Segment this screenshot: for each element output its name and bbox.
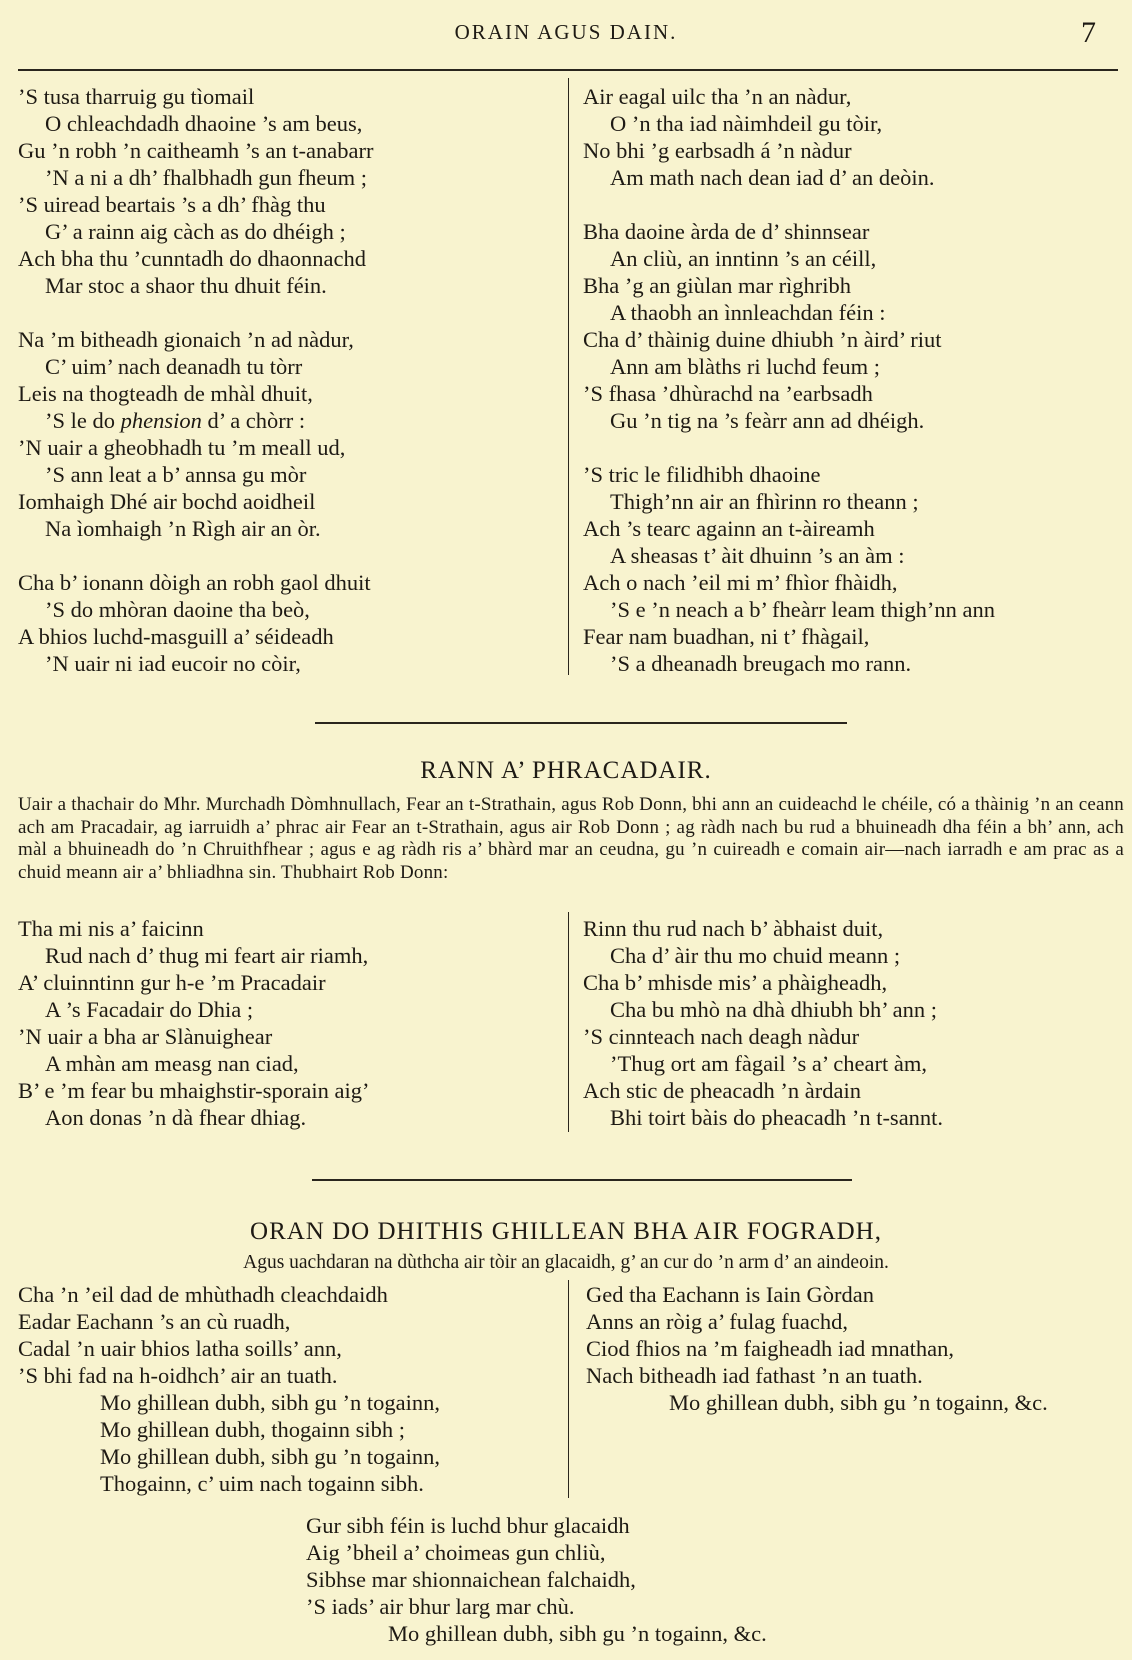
verse-line: Cadal ’n uair bhios latha soills’ ann, [18, 1336, 342, 1361]
verse-line: Cha b’ mhisde mis’ a phàigheadh, [583, 970, 888, 995]
verse-line: Fear nam buadhan, ni t’ fhàgail, [583, 624, 870, 649]
verse-line: Ach ’s tearc againn an t-àireamh [583, 516, 875, 541]
verse-line: Leis na thogteadh de mhàl dhuit, [18, 381, 313, 406]
chorus-line: Thogainn, c’ uim nach togainn sibh. [100, 1471, 424, 1496]
verse-line: ’Thug ort am fàgail ’s a’ cheart àm, [610, 1051, 927, 1076]
chorus-line: Mo ghillean dubh, sibh gu ’n togainn, [100, 1390, 440, 1415]
verse-line: O ’n tha iad nàimhdeil gu tòir, [610, 111, 883, 136]
verse-line: ’N a ni a dh’ fhalbhadh gun fheum ; [45, 165, 367, 190]
verse-line: Bha daoine àrda de d’ shinnsear [583, 219, 870, 244]
verse-line: ’S fhasa ’dhùrachd na ’earbsadh [583, 381, 873, 406]
verse-line: ’S e ’n neach a b’ fheàrr leam thigh’nn ann [610, 597, 996, 622]
verse-line: C’ uim’ nach deanadh tu tòrr [45, 354, 303, 379]
verse-line: A mhàn am measg nan ciad, [45, 1051, 299, 1076]
verse-line: ’S ann leat a b’ annsa gu mòr [45, 462, 307, 487]
verse-line: Cha ’n ’eil dad de mhùthadh cleachdaidh [18, 1282, 388, 1307]
verse-line: Ciod fhios na ’m faigheadh iad mnathan, [586, 1336, 955, 1361]
verse-line: Thigh’nn air an fhìrinn ro theann ; [610, 489, 919, 514]
verse-line: Am math nach dean iad d’ an deòin. [610, 165, 935, 190]
stanza-gap [583, 191, 995, 218]
verse-line: A sheasas t’ àit dhuinn ’s an àm : [610, 543, 905, 568]
verse-line: ’S iads’ air bhur larg mar chù. [306, 1594, 575, 1619]
chorus-line: Mo ghillean dubh, sibh gu ’n togainn, &c. [669, 1390, 1048, 1415]
verse-line: A thaobh an ìnnleachdan féin : [610, 300, 886, 325]
section2-intro: Uair a thachair do Mhr. Murchadh Dòmhnullach, Fear an t-Strathain, agus Rob Donn, bhi ann an cuideachd le chéile, có a thàinig ’n an ceann ach am Pracadair, ag iarruidh a’ phrac air Fear an t-Strathain, agus air Rob Donn ; ag ràdh nach bu rud a bhuineadh dha féin a bh’ ann, ach màl a bhuineadh do ’n Chruithfhear ; agus e ag ràdh ris a’ bhàrd mar an ceudna, gu ’n cuireadh e comain air—nach iarradh e am prac as a chuid meann air a’ bhliadhna sin. Thubhairt Rob Donn: [18, 794, 1124, 883]
verse-line: Aig ’bheil a’ choimeas gun chliù, [306, 1540, 606, 1565]
section2-column-divider [568, 912, 569, 1132]
section3-subtitle: Agus uachdaran na dùthcha air tòir an glacaidh, g’ an cur do ’n arm d’ an aindeoin. [243, 1252, 889, 1273]
verse-line: ’S cinnteach nach deagh nàdur [583, 1024, 860, 1049]
verse-line: Anns an ròig a’ fulag fuachd, [586, 1309, 848, 1334]
verse-line: Rinn thu rud nach b’ àbhaist duit, [583, 916, 884, 941]
chorus-line: Mo ghillean dubh, sibh gu ’n togainn, [100, 1444, 440, 1469]
verse-line-with-italic: ’S le do phension d’ a chòrr : [45, 408, 306, 433]
verse-line: Na ’m bitheadh gionaich ’n ad nàdur, [18, 327, 354, 352]
section3-title: ORAN DO DHITHIS GHILLEAN BHA AIR FOGRADH, [250, 1218, 882, 1245]
verse-line: Cha d’ àir thu mo chuid meann ; [610, 943, 901, 968]
section2-title: RANN A’ PHRACADAIR. [420, 757, 712, 784]
verse-line: Cha d’ thàinig duine dhiubh ’n àird’ riut [583, 327, 942, 352]
verse-line: ’S a dheanadh breugach mo rann. [610, 651, 912, 676]
verse-line: An cliù, an inntinn ’s an céill, [610, 246, 877, 271]
section3-final-stanza [306, 1512, 767, 1647]
section-separator [312, 1179, 852, 1181]
chorus-line: Mo ghillean dubh, thogainn sibh ; [100, 1417, 405, 1442]
verse-line: ’N uair a gheobhadh tu ’m meall ud, [18, 435, 346, 460]
verse-line: ’N uair ni iad eucoir no còir, [45, 651, 301, 676]
verse-line: O chleachdadh dhaoine ’s am beus, [45, 111, 363, 136]
verse-line: Iomhaigh Dhé air bochd aoidheil [18, 489, 316, 514]
verse-line: B’ e ’m fear bu mhaighstir-sporain aig’ [18, 1078, 370, 1103]
page-number: 7 [1081, 16, 1096, 49]
verse-line: Gur sibh féin is luchd bhur glacaidh [306, 1513, 630, 1538]
verse-line: A bhios luchd-masguill a’ séideadh [18, 624, 334, 649]
verse-line: Aon donas ’n dà fhear dhiag. [45, 1105, 307, 1130]
verse-line: Cha b’ ionann dòigh an robh gaol dhuit [18, 570, 371, 595]
section1-column-divider [568, 78, 569, 675]
verse-line: Bhi toirt bàis do pheacadh ’n t-sannt. [610, 1105, 944, 1130]
verse-line: Nach bitheadh iad fathast ’n an tuath. [586, 1363, 923, 1388]
section2-left-column [18, 915, 370, 1131]
stanza-gap [583, 434, 995, 461]
verse-line: Ged tha Eachann is Iain Gòrdan [586, 1282, 875, 1307]
verse-line: Ach o nach ’eil mi m’ fhìor fhàidh, [583, 570, 898, 595]
header-rule [18, 69, 1118, 71]
verse-line: Na ìomhaigh ’n Rìgh air an òr. [45, 516, 321, 541]
verse-line: ’S bhi fad na h-oidhch’ air an tuath. [18, 1363, 338, 1388]
verse-line: Sibhse mar shionnaichean falchaidh, [306, 1567, 636, 1592]
verse-line: ’S tric le filidhibh dhaoine [583, 462, 821, 487]
verse-line: Ach bha thu ’cunntadh do dhaonnachd [18, 246, 367, 271]
verse-line: A ’s Facadair do Dhia ; [45, 997, 254, 1022]
section1-right-column [583, 83, 995, 677]
section2-right-column [583, 915, 943, 1131]
section3-column-divider [568, 1280, 569, 1498]
verse-line: Cha bu mhò na dhà dhiubh bh’ ann ; [610, 997, 938, 1022]
verse-line: A’ cluinntinn gur h-e ’m Pracadair [18, 970, 326, 995]
verse-line: ’S tusa tharruig gu tìomail [18, 84, 255, 109]
verse-line: No bhi ’g earbsadh á ’n nàdur [583, 138, 852, 163]
section3-right-column [586, 1281, 1048, 1416]
section-separator [315, 722, 847, 724]
section3-left-column [18, 1281, 440, 1497]
verse-line: Tha mi nis a’ faicinn [18, 916, 204, 941]
verse-line: Gu ’n robh ’n caitheamh ’s an t-anabarr [18, 138, 374, 163]
verse-line: ’N uair a bha ar Slànuighear [18, 1024, 273, 1049]
verse-line: ’S do mhòran daoine tha beò, [45, 597, 310, 622]
verse-line: Mar stoc a shaor thu dhuit féin. [45, 273, 327, 298]
verse-line: Bha ’g an giùlan mar rìghribh [583, 273, 852, 298]
stanza-gap [18, 542, 374, 569]
italic-word: phension [120, 408, 202, 433]
section1-left-column [18, 83, 374, 677]
stanza-gap [18, 299, 374, 326]
chorus-line: Mo ghillean dubh, sibh gu ’n togainn, &c. [388, 1621, 767, 1646]
page-header-title: ORAIN AGUS DAIN. [454, 20, 678, 44]
verse-line: Ann am blàths ri luchd feum ; [610, 354, 880, 379]
verse-line: Gu ’n tig na ’s feàrr ann ad dhéigh. [610, 408, 925, 433]
verse-line: Air eagal uilc tha ’n an nàdur, [583, 84, 852, 109]
verse-line: Rud nach d’ thug mi feart air riamh, [45, 943, 369, 968]
verse-line: Eadar Eachann ’s an cù ruadh, [18, 1309, 291, 1334]
verse-line: Ach stic de pheacadh ’n àrdain [583, 1078, 861, 1103]
verse-line: G’ a rainn aig càch as do dhéigh ; [45, 219, 346, 244]
verse-line: ’S uiread beartais ’s a dh’ fhàg thu [18, 192, 326, 217]
